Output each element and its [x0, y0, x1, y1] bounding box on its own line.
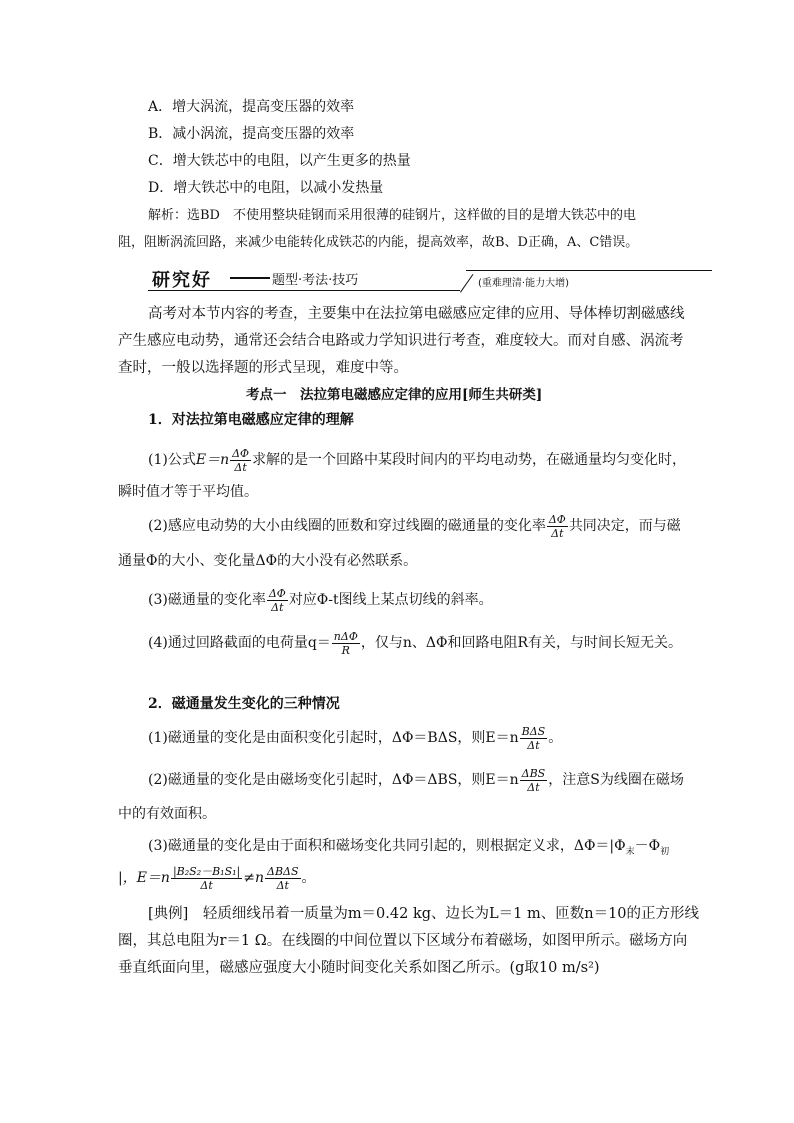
intro-line-2: 产生感应电动势，通常还会结合电路或力学知识进行考查，难度较大。而对自感、涡流考	[118, 333, 684, 349]
banner-slash	[460, 274, 473, 293]
section1-title: 1．对法拉第电磁感应定律的理解	[148, 412, 354, 428]
intro-line-1: 高考对本节内容的考查，主要集中在法拉第电磁感应定律的应用、导体棒切割磁感线	[148, 306, 685, 322]
fraction-b-ds: $\frac{\text{BΔS}}{\Delta t}$	[521, 724, 546, 752]
banner-subtitle: 题型·考法·技巧	[272, 273, 359, 288]
section2-title: 2．磁通量发生变化的三种情况	[148, 696, 340, 712]
example-line-3: 垂直纸面向里，磁感应强度大小随时间变化关系如图乙所示。(g取10 m/s²)	[118, 960, 600, 976]
section1-p3: (3)磁通量的变化率 $\frac{\Delta\Phi}{\Delta t}$ 对应Φ-t图线上某点切线的斜率。	[148, 586, 493, 614]
fraction-general: $\frac{\text{|B₂S₂－B₁S₁|}}{\Delta t}$	[172, 864, 241, 892]
fraction-q: $\frac{\text{nΔΦ}}{R}$	[333, 629, 358, 657]
section1-p2: (2)感应电动势的大小由线圈的匝数和穿过线圈的磁通量的变化率 $\frac{\Delta\Phi}{\Delta t}$ 共同决定，而与磁	[148, 512, 681, 540]
banner-rule	[148, 290, 460, 291]
section1-p2-cont: 通量Φ的大小、变化量ΔΦ的大小没有必然联系。	[118, 553, 418, 569]
section2-p2-cont: 中的有效面积。	[118, 806, 216, 822]
section-banner	[148, 264, 710, 292]
section2-p3-formula: |，E＝n $\frac{\text{|B₂S₂－B₁S₁|}}{\Delta t}$ ≠n $\frac{\text{ΔBΔS}}{\Delta t}$ 。	[118, 864, 316, 892]
banner-rule-right	[466, 270, 712, 271]
section2-p3: (3)磁通量的变化是由于面积和磁场变化共同引起的，则根据定义求，$\Delta\Phi=|\Phi_末-\Phi_初$	[148, 838, 670, 857]
option-d: D．增大铁芯中的电阻，以减小发热量	[148, 180, 384, 196]
example-line-1: [典例] 轻质细线吊着一质量为m＝0.42 kg、边长为L＝1 m、匝数n＝10的正方形线	[148, 906, 700, 922]
fraction-dphi-dt: $\frac{\Delta\Phi}{\Delta t}$	[548, 512, 566, 540]
fraction-dphi-dt: $\frac{\Delta\Phi}{\Delta t}$	[232, 446, 250, 474]
option-b: B．减小涡流，提高变压器的效率	[148, 126, 355, 142]
banner-title: 研究好	[152, 270, 212, 291]
section1-p4: (4)通过回路截面的电荷量q＝ $\frac{\text{nΔΦ}}{R}$ ，仅与n、ΔΦ和回路电阻R有关，与时间长短无关。	[148, 629, 682, 657]
option-a: A．增大涡流，提高变压器的效率	[148, 99, 355, 115]
example-line-2: 圈，其总电阻为r＝1 Ω。在线圈的中间位置以下区域分布着磁场，如图甲所示。磁场方向	[118, 933, 688, 949]
option-c: C．增大铁芯中的电阻，以产生更多的热量	[148, 153, 411, 169]
section2-p2: (2)磁通量的变化是由磁场变化引起时，ΔΦ＝ΔBS，则E＝n $\frac{\text{ΔBS}}{\Delta t}$ ，注意S为线圈在磁场	[148, 766, 684, 794]
solution-line-1: 解析：选BD 不使用整块硅钢而采用很薄的硅钢片，这样做的目的是增大铁芯中的电	[148, 208, 636, 223]
banner-dash	[230, 277, 270, 279]
section2-p1: (1)磁通量的变化是由面积变化引起时，ΔΦ＝BΔS，则E＝n $\frac{\text{BΔS}}{\Delta t}$ 。	[148, 724, 563, 752]
topic-heading: 考点一 法拉第电磁感应定律的应用[师生共研类]	[246, 387, 543, 403]
intro-line-3: 查时，一般以选择题的形式呈现，难度中等。	[118, 360, 408, 376]
section1-p1: (1)公式E＝n $\frac{\Delta\Phi}{\Delta t}$ 求解的是一个回路中某段时间内的平均电动势，在磁通量均匀变化时，	[148, 446, 687, 474]
fraction-db-ds: $\frac{\text{ΔBΔS}}{\Delta t}$	[267, 864, 299, 892]
banner-tag: (重难理清·能力大增)	[478, 278, 569, 289]
solution-line-2: 阻，阻断涡流回路，来减少电能转化成铁芯的内能，提高效率，故B、D正确，A、C错误。	[118, 235, 639, 250]
fraction-dphi-dt: $\frac{\Delta\Phi}{\Delta t}$	[268, 586, 286, 614]
fraction-db-s: $\frac{\text{ΔBS}}{\Delta t}$	[521, 766, 546, 794]
section1-p1-cont: 瞬时值才等于平均值。	[118, 484, 258, 500]
